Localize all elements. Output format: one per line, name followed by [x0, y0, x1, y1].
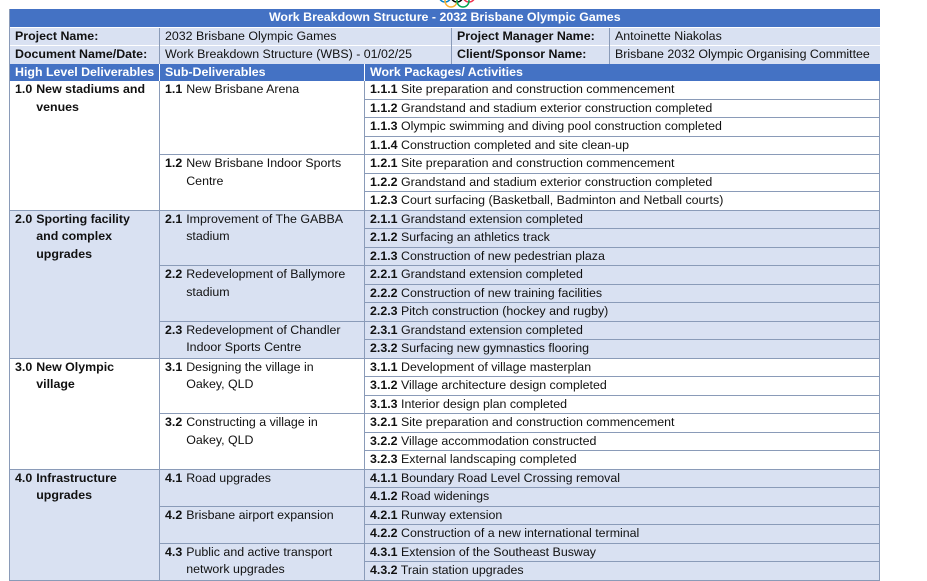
sub-deliverable-number: 3.2: [165, 415, 183, 429]
header-work-packages: Work Packages/ Activities: [365, 64, 880, 82]
sub-deliverable-name: Constructing a village in Oakey, QLD: [186, 415, 318, 447]
work-package-text: Site preparation and construction commencement: [397, 156, 675, 170]
work-package-cell: [365, 81, 880, 99]
client-value: Brisbane 2032 Olympic Organising Committee: [610, 46, 880, 64]
work-package-text: Village architecture design completed: [397, 378, 607, 392]
work-package-text: External landscaping completed: [397, 452, 577, 466]
sub-deliverable-number: 4.2: [165, 507, 183, 522]
sub-deliverable-name: Improvement of The GABBA stadium: [186, 211, 343, 243]
deliverable-cell: [10, 210, 160, 358]
work-package-text: Grandstand and stadium exterior construction completed: [397, 174, 713, 189]
work-package-number: 2.2.2: [370, 285, 398, 300]
deliverable-cell: [10, 469, 160, 580]
work-package-cell: [365, 266, 880, 285]
work-package-number: 4.1.2: [370, 489, 398, 503]
sub-deliverable-cell: [160, 469, 365, 506]
document-label: Document Name/Date:: [10, 46, 160, 64]
work-package-number: 3.1.1: [370, 359, 398, 374]
work-package-text: Site preparation and construction commencement: [397, 82, 675, 96]
work-package-cell: [365, 210, 880, 229]
work-package-number: 1.1.4: [370, 137, 398, 152]
work-package-text: Grandstand extension completed: [397, 267, 583, 281]
sub-deliverable-name: New Brisbane Arena: [186, 82, 300, 96]
project-manager-label: Project Manager Name:: [452, 27, 610, 46]
work-package-cell: [365, 506, 880, 525]
work-package-text: Village accommodation constructed: [397, 433, 597, 448]
work-package-number: 2.2.1: [370, 267, 398, 281]
work-package-cell: [365, 192, 880, 211]
work-package-text: Grandstand and stadium exterior construction completed: [397, 100, 713, 115]
work-package-text: Runway extension: [397, 507, 503, 522]
work-package-number: 1.1.1: [370, 82, 398, 96]
client-label: Client/Sponsor Name:: [452, 46, 610, 64]
sub-deliverable-cell: [160, 358, 365, 414]
work-package-text: Construction of a new international terminal: [397, 526, 640, 540]
work-package-text: Road widenings: [397, 489, 490, 503]
work-package-number: 2.3.2: [370, 341, 398, 355]
work-package-text: Extension of the Southeast Busway: [397, 544, 596, 559]
work-package-cell: [365, 358, 880, 377]
work-package-cell: [365, 321, 880, 340]
deliverable-number: 4.0: [15, 470, 33, 485]
work-package-number: 1.1.3: [370, 119, 398, 133]
sub-deliverable-name: Redevelopment of Ballymore stadium: [186, 267, 346, 299]
wbs-title: Work Breakdown Structure - 2032 Brisbane Olympic Games: [10, 9, 880, 27]
sub-deliverable-name: Road upgrades: [186, 470, 271, 485]
work-package-cell: [365, 229, 880, 248]
deliverable-name: Infrastructure upgrades: [36, 470, 117, 502]
work-package-text: Olympic swimming and diving pool construction completed: [397, 119, 722, 133]
sub-deliverable-name: Public and active transport network upgrades: [186, 544, 333, 576]
work-package-number: 2.1.2: [370, 230, 398, 244]
work-package-text: Construction of new training facilities: [397, 285, 603, 300]
deliverable-name: New Olympic village: [36, 359, 115, 391]
work-package-number: 3.1.2: [370, 378, 398, 392]
wbs-row: [10, 210, 880, 229]
work-package-cell: [365, 99, 880, 118]
work-package-text: Boundary Road Level Crossing removal: [397, 470, 621, 485]
work-package-number: 4.1.1: [370, 470, 398, 485]
sub-deliverable-number: 2.3: [165, 322, 183, 337]
project-name-label: Project Name:: [10, 27, 160, 46]
sub-deliverable-cell: [160, 210, 365, 266]
work-package-number: 1.2.3: [370, 193, 398, 207]
sub-deliverable-name: Brisbane airport expansion: [186, 507, 334, 522]
work-package-cell: [365, 451, 880, 470]
sub-deliverable-number: 2.2: [165, 267, 183, 281]
sub-deliverable-name: Redevelopment of Chandler Indoor Sports Centre: [186, 322, 341, 354]
work-package-cell: [365, 432, 880, 451]
sub-deliverable-cell: [160, 543, 365, 580]
work-package-number: 2.3.1: [370, 322, 398, 337]
sub-deliverable-number: 3.1: [165, 359, 183, 374]
header-sub-deliverables: Sub-Deliverables: [160, 64, 365, 82]
work-package-cell: [365, 543, 880, 562]
header-deliverables: High Level Deliverables: [10, 64, 160, 82]
work-package-cell: [365, 173, 880, 192]
wbs-row: [10, 358, 880, 377]
work-package-cell: [365, 136, 880, 155]
sub-deliverable-name: New Brisbane Indoor Sports Centre: [186, 156, 342, 188]
work-package-text: Development of village masterplan: [397, 359, 592, 374]
work-package-cell: [365, 488, 880, 507]
deliverable-name: New stadiums and venues: [36, 82, 146, 114]
work-package-cell: [365, 303, 880, 322]
project-name-value: 2032 Brisbane Olympic Games: [160, 27, 452, 46]
work-package-text: Construction of new pedestrian plaza: [397, 248, 605, 263]
sub-deliverable-cell: [160, 506, 365, 543]
wbs-row: [10, 469, 880, 488]
sub-deliverable-number: 2.1: [165, 211, 183, 226]
work-package-cell: [365, 118, 880, 137]
work-package-number: 4.3.2: [370, 563, 398, 577]
work-package-cell: [365, 395, 880, 414]
work-package-number: 4.3.1: [370, 544, 398, 559]
work-package-number: 2.1.3: [370, 248, 398, 263]
project-manager-value: Antoinette Niakolas: [610, 27, 880, 46]
sub-deliverable-number: 4.3: [165, 544, 183, 559]
sub-deliverable-cell: [160, 266, 365, 322]
deliverable-number: 3.0: [15, 359, 33, 374]
sub-deliverable-number: 1.2: [165, 156, 183, 170]
work-package-number: 4.2.1: [370, 507, 398, 522]
work-package-text: Interior design plan completed: [397, 396, 568, 411]
work-package-cell: [365, 340, 880, 359]
document-value: Work Breakdown Structure (WBS) - 01/02/25: [160, 46, 452, 64]
deliverable-number: 1.0: [15, 82, 33, 96]
work-package-text: Grandstand extension completed: [397, 322, 583, 337]
work-package-cell: [365, 525, 880, 544]
work-package-text: Train station upgrades: [397, 563, 524, 577]
sub-deliverable-number: 1.1: [165, 82, 183, 96]
deliverable-cell: [10, 358, 160, 469]
work-package-number: 3.2.1: [370, 415, 398, 429]
work-package-cell: [365, 377, 880, 396]
work-package-text: Surfacing new gymnastics flooring: [397, 341, 590, 355]
work-package-text: Surfacing an athletics track: [397, 230, 550, 244]
deliverable-cell: [10, 81, 160, 210]
work-package-number: 4.2.2: [370, 526, 398, 540]
sub-deliverable-name: Designing the village in Oakey, QLD: [186, 359, 314, 391]
sub-deliverable-number: 4.1: [165, 470, 183, 485]
deliverable-number: 2.0: [15, 211, 33, 226]
work-package-number: 2.2.3: [370, 304, 398, 318]
work-package-number: 3.2.3: [370, 452, 398, 466]
deliverable-name: Sporting facility and complex upgrades: [36, 211, 130, 261]
work-package-text: Pitch construction (hockey and rugby): [397, 304, 609, 318]
work-package-cell: [365, 284, 880, 303]
sub-deliverable-cell: [160, 414, 365, 470]
work-package-number: 3.1.3: [370, 396, 398, 411]
work-package-number: 1.1.2: [370, 100, 398, 115]
work-package-number: 1.2.2: [370, 174, 398, 189]
sub-deliverable-cell: [160, 321, 365, 358]
work-package-number: 3.2.2: [370, 433, 398, 448]
work-package-number: 2.1.1: [370, 211, 398, 226]
work-package-cell: [365, 562, 880, 581]
work-package-text: Grandstand extension completed: [397, 211, 583, 226]
work-package-cell: [365, 414, 880, 433]
work-package-text: Site preparation and construction commencement: [397, 415, 675, 429]
sub-deliverable-cell: [160, 155, 365, 211]
work-package-cell: [365, 247, 880, 266]
sub-deliverable-cell: [160, 81, 365, 155]
work-package-text: Court surfacing (Basketball, Badminton and Netball courts): [397, 193, 724, 207]
work-package-cell: [365, 469, 880, 488]
work-package-number: 1.2.1: [370, 156, 398, 170]
olympic-rings-icon: [435, 0, 495, 8]
wbs-row: [10, 81, 880, 99]
wbs-table: [9, 9, 880, 581]
work-package-text: Construction completed and site clean-up: [397, 137, 629, 152]
work-package-cell: [365, 155, 880, 174]
